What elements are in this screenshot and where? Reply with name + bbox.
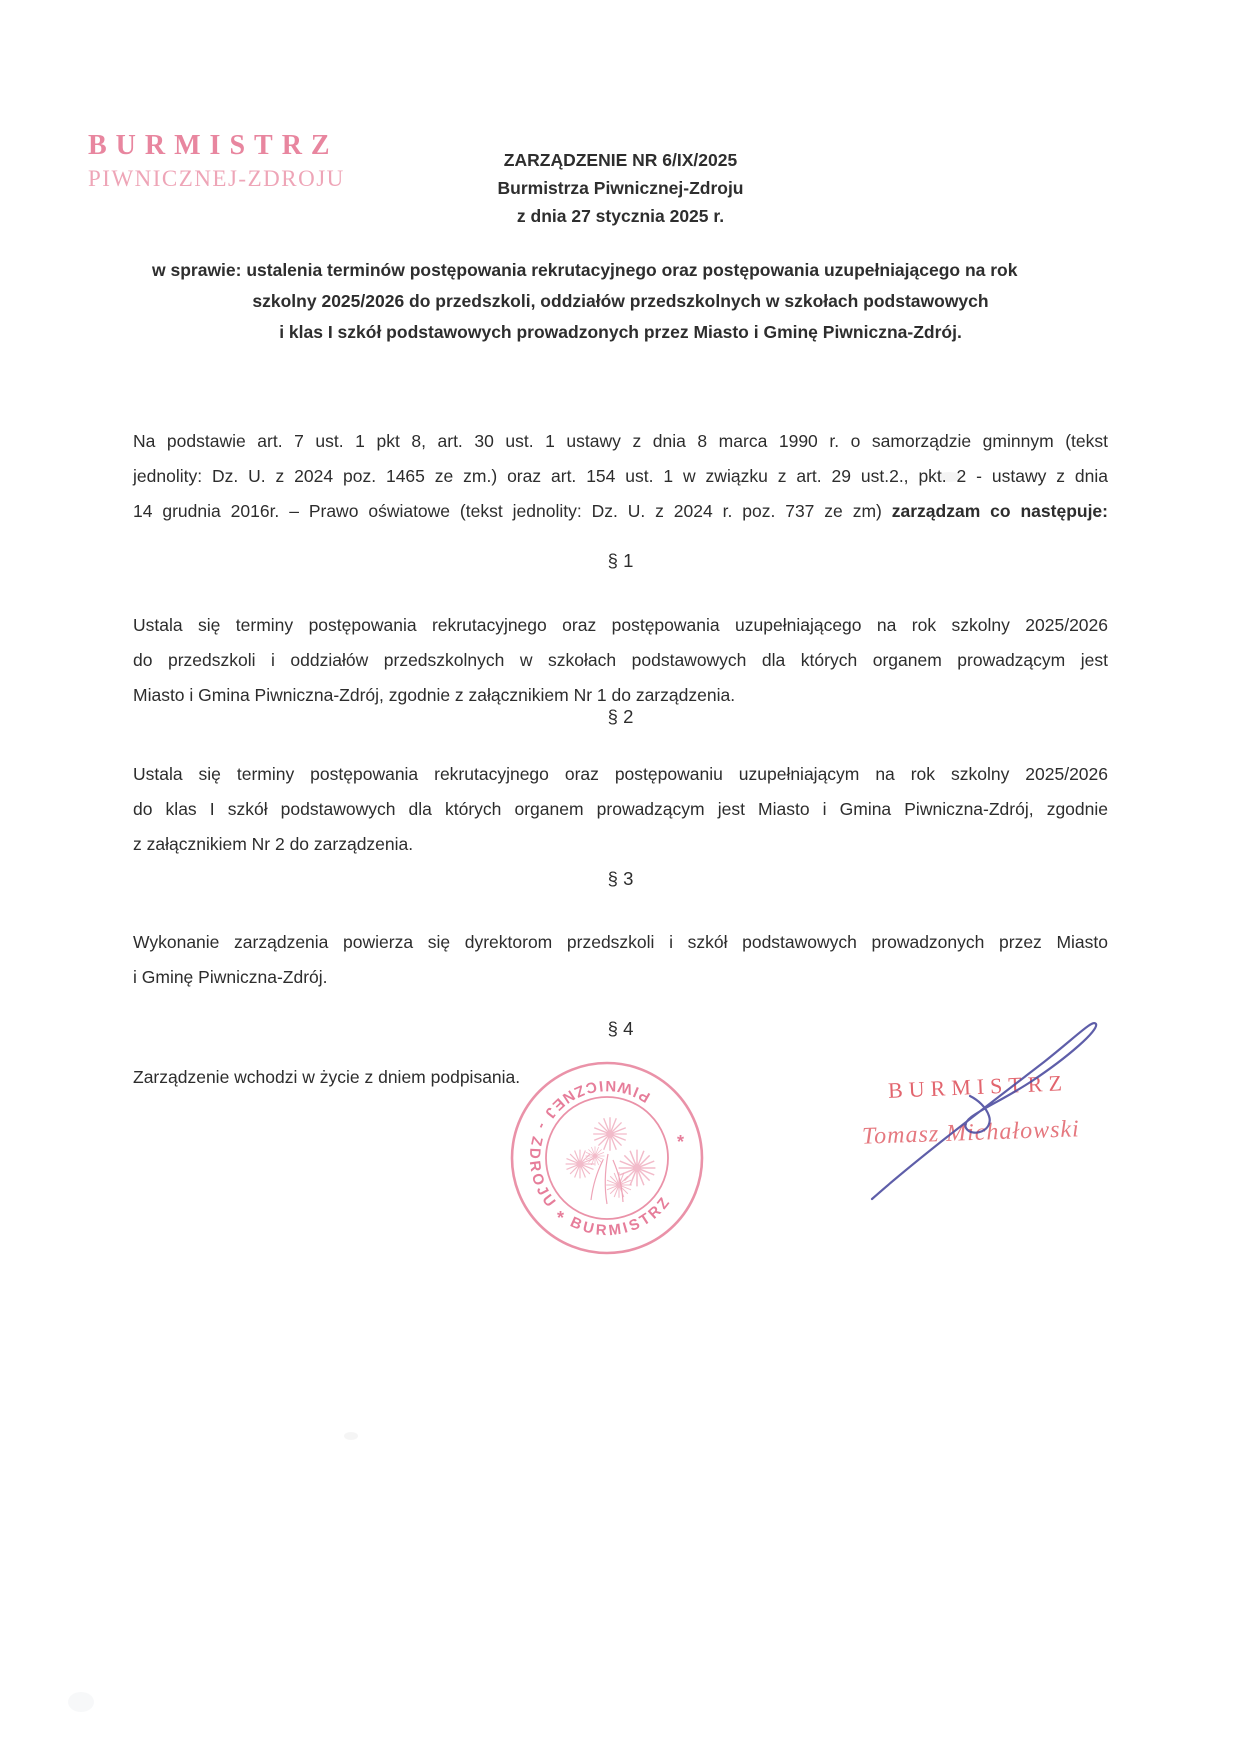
section-mark-3: § 3 [607, 868, 634, 889]
section-1-line: Miasto i Gmina Piwniczna-Zdrój, zgodnie z załącznikiem Nr 1 do zarządzenia. [133, 685, 736, 705]
seal-separator-star-icon: * [677, 1132, 688, 1152]
mayor-office-stamp: BURMISTRZ [887, 1070, 1069, 1103]
section-1-line: Ustala się terminy postępowania rekrutacyjnego oraz postępowania uzupełniającego na rok szkolny 2025/2026 [133, 615, 1108, 635]
seal-ring-text-bottom [568, 1192, 675, 1239]
signature-stroke [872, 1023, 1096, 1199]
seal-ring-top-textpath: PIWNICZNEJ - ZDROJU [525, 1076, 654, 1213]
subject-line: i klas I szkół podstawowych prowadzonych przez Miasto i Gminę Piwniczna-Zdrój. [279, 322, 962, 342]
subject-block [133, 255, 1108, 348]
section-mark-1: § 1 [607, 550, 634, 571]
legal-basis-regular: 14 grudnia 2016r. – Prawo oświatowe (tekst jednolity: Dz. U. z 2024 r. poz. 737 ze zm) [133, 501, 892, 521]
legal-basis-line [133, 494, 1108, 529]
section-4-line: Zarządzenie wchodzi w życie z dniem podpisania. [133, 1067, 521, 1087]
section-mark-4: § 4 [607, 1018, 634, 1039]
scan-artifact [68, 1692, 94, 1712]
section-3-line: Wykonanie zarządzenia powierza się dyrektorom przedszkoli i szkół podstawowych prowadzonych przez Miasto [133, 932, 1108, 952]
subject-line: w sprawie: ustalenia terminów postępowania rekrutacyjnego oraz postępowania uzupełniającego na rok [152, 260, 1018, 280]
section-paragraph-1 [133, 608, 1108, 713]
legal-basis-line: Na podstawie art. 7 ust. 1 pkt 8, art. 30 ust. 1 ustawy z dnia 8 marca 1990 r. o samorządzie gminnym (tekst [133, 431, 1108, 451]
legal-basis-line: jednolity: Dz. U. z 2024 poz. 1465 ze zm.) oraz art. 154 ust. 1 w związku z art. 29 ust.2., pkt. 2 - ustawy z dnia [133, 466, 1108, 486]
scan-artifact [936, 472, 962, 482]
seal-separator-star-icon: * [557, 1208, 568, 1228]
sender-stamp-office: BURMISTRZ [88, 130, 339, 161]
section-3-line: i Gminę Piwniczna-Zdrój. [133, 967, 328, 987]
mayor-name-stamp: Tomasz Michałowski [861, 1116, 1081, 1150]
section-2-line: z załącznikiem Nr 2 do zarządzenia. [133, 834, 414, 854]
seal-ring-bottom-textpath: BURMISTRZ [567, 1192, 675, 1240]
round-seal-stamp [497, 1048, 717, 1268]
legal-basis-bold-clause: zarządzam co następuje: [891, 501, 1108, 521]
subject-line: szkolny 2025/2026 do przedszkoli, oddziałów przedszkolnych w szkołach podstawowych [252, 291, 989, 311]
section-2-line: do klas I szkół podstawowych dla których organem prowadzącym jest Miasto i Gmina Piwniczna-Zdrój, zgodnie [133, 799, 1108, 819]
section-mark-2: § 2 [607, 706, 634, 727]
section-paragraph-3 [133, 925, 1108, 995]
title-ordinance-number: ZARZĄDZENIE NR 6/IX/2025 [503, 150, 738, 170]
title-issuer: Burmistrza Piwnicznej-Zdroju [497, 178, 744, 198]
section-paragraph-2 [133, 757, 1108, 862]
coat-of-arms-emblem [566, 1117, 656, 1204]
section-2-line: Ustala się terminy postępowania rekrutacyjnego oraz postępowaniu uzupełniającym na rok szkolny 2025/2026 [133, 764, 1108, 784]
title-date: z dnia 27 stycznia 2025 r. [516, 206, 725, 226]
scan-artifact [344, 1432, 358, 1440]
section-1-line: do przedszkoli i oddziałów przedszkolnych w szkołach podstawowych dla których organem prowadzącym jest [133, 650, 1108, 670]
document-title [133, 146, 1108, 230]
seal-ring-text-top [526, 1077, 653, 1213]
sender-stamp-town: PIWNICZNEJ-ZDROJU [88, 166, 345, 191]
